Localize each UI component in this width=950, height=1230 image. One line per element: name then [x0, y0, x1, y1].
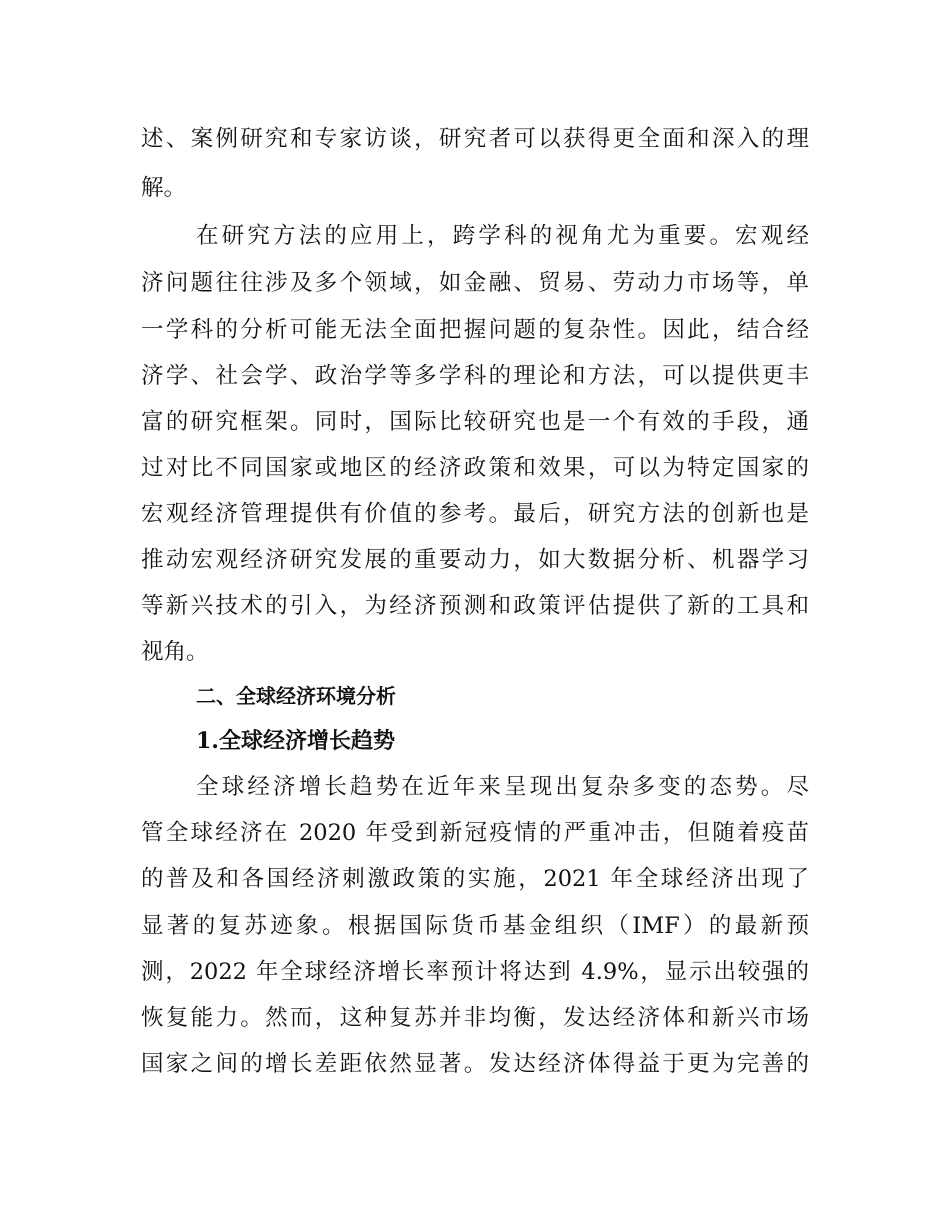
- paragraph-3-line-1: 全球经济增长趋势在近年来呈现出复杂多变的态势。尽: [196, 774, 809, 800]
- paragraph-2-line-2: 济问题往往涉及多个领域，如金融、贸易、劳动力市场等，单: [141, 270, 809, 296]
- paragraph-1-line-1: 述、案例研究和专家访谈，研究者可以获得更全面和深入的理: [141, 126, 809, 152]
- paragraph-2-line-3: 一学科的分析可能无法全面把握问题的复杂性。因此，结合经: [141, 317, 809, 343]
- paragraph-3-line-6: 恢复能力。然而，这种复苏并非均衡，发达经济体和新兴市场: [141, 1005, 809, 1031]
- paragraph-3-line-4: 显著的复苏迹象。根据国际货币基金组织（IMF）的最新预: [141, 913, 809, 939]
- paragraph-2-line-7: 宏观经济管理提供有价值的参考。最后，研究方法的创新也是: [141, 501, 809, 527]
- paragraph-2-line-5: 富的研究框架。同时，国际比较研究也是一个有效的手段，通: [141, 409, 809, 435]
- paragraph-2-line-4: 济学、社会学、政治学等多学科的理论和方法，可以提供更丰: [141, 363, 809, 389]
- section-heading: 二、全球经济环境分析: [196, 684, 396, 708]
- paragraph-2-line-9: 等新兴技术的引入，为经济预测和政策评估提供了新的工具和: [141, 593, 809, 619]
- paragraph-2-line-8: 推动宏观经济研究发展的重要动力，如大数据分析、机器学习: [141, 547, 809, 573]
- paragraph-2-line-6: 过对比不同国家或地区的经济政策和效果，可以为特定国家的: [141, 455, 809, 481]
- paragraph-3-line-7: 国家之间的增长差距依然显著。发达经济体得益于更为完善的: [141, 1051, 809, 1077]
- paragraph-3-line-3: 的普及和各国经济刺激政策的实施，2021 年全球经济出现了: [141, 866, 809, 892]
- subsection-heading: 1.全球经济增长趋势: [196, 728, 395, 754]
- paragraph-3-line-2: 管全球经济在 2020 年受到新冠疫情的严重冲击，但随着疫苗: [141, 820, 809, 846]
- paragraph-2-line-1: 在研究方法的应用上，跨学科的视角尤为重要。宏观经: [196, 223, 809, 249]
- paragraph-3-line-5: 测，2022 年全球经济增长率预计将达到 4.9%，显示出较强的: [141, 959, 809, 985]
- paragraph-1-line-2: 解。: [141, 175, 187, 201]
- paragraph-2-line-10: 视角。: [141, 639, 209, 665]
